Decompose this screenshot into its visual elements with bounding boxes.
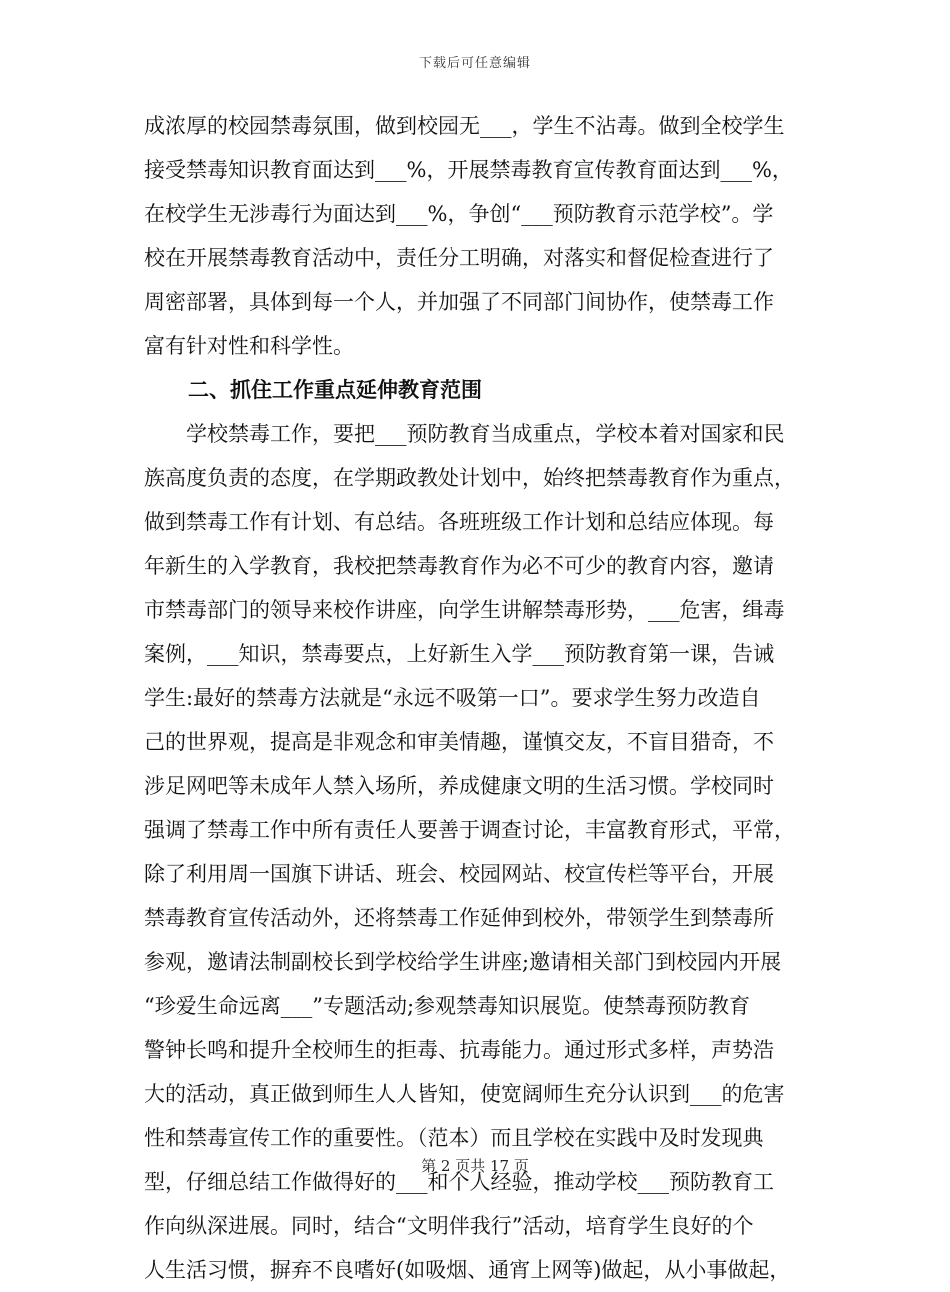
body-line: 周密部署，具体到每一个人，并加强了不同部门间协作，使禁毒工作 (144, 290, 774, 314)
body-line: 涉足网吧等未成年人禁入场所，养成健康文明的生活习惯。学校同时 (144, 774, 774, 798)
document-body (144, 104, 810, 1292)
body-line: 族高度负责的态度，在学期政教处计划中，始终把禁毒教育作为重点， (144, 466, 795, 490)
body-line: 成浓厚的校园禁毒氛围，做到校园无___，学生不沾毒。做到全校学生 (144, 114, 785, 138)
body-line: “珍爱生命远离___”专题活动;参观禁毒知识展览。使禁毒预防教育 (144, 994, 751, 1018)
page-footer: 第 2 页共 17 页 (421, 1157, 529, 1175)
body-line: 市禁毒部门的领导来校作讲座，向学生讲解禁毒形势，___危害，缉毒 (144, 598, 785, 622)
body-line: 案例，___知识，禁毒要点，上好新生入学___预防教育第一课，告诫 (144, 642, 774, 666)
body-line: 警钟长鸣和提升全校师生的拒毒、抗毒能力。通过形式多样，声势浩 (144, 1038, 774, 1062)
body-line: 接受禁毒知识教育面达到___%，开展禁毒教育宣传教育面达到___%， (144, 158, 793, 182)
page-header: 下载后可任意编辑 (418, 56, 531, 71)
body-line: 强调了禁毒工作中所有责任人要善于调查讨论，丰富教育形式，平常， (144, 818, 795, 842)
body-line: 做到禁毒工作有计划、有总结。各班班级工作计划和总结应体现。每 (144, 510, 774, 534)
body-line: 人生活习惯，摒弃不良嗜好(如吸烟、通宵上网等)做起，从小事做起， (144, 1258, 791, 1282)
body-line: 学生:最好的禁毒方法就是“永远不吸第一口”。要求学生努力改造自 (144, 686, 761, 710)
body-line: 参观，邀请法制副校长到学校给学生讲座;邀请相关部门到校园内开展 (144, 950, 782, 974)
body-line: 禁毒教育宣传活动外，还将禁毒工作延伸到校外，带领学生到禁毒所 (144, 906, 774, 930)
body-line: 己的世界观，提高是非观念和审美情趣，谨慎交友，不盲目猎奇，不 (144, 730, 774, 754)
body-line: 作向纵深进展。同时，结合“文明伴我行”活动，培育学生良好的个 (144, 1214, 754, 1238)
body-line: 大的活动，真正做到师生人人皆知，使宽阔师生充分认识到___的危害 (144, 1082, 785, 1106)
body-line: 校在开展禁毒教育活动中，责任分工明确，对落实和督促检查进行了 (144, 246, 774, 270)
body-line: 学校禁毒工作，要把___预防教育当成重点，学校本着对国家和民 (144, 422, 785, 446)
section-heading: 二、抓住工作重点延伸教育范围 (188, 377, 482, 402)
body-line: 年新生的入学教育，我校把禁毒教育作为必不可少的教育内容，邀请 (144, 554, 774, 578)
body-line: 在校学生无涉毒行为面达到___%，争创“___预防教育示范学校”。学 (144, 202, 774, 226)
body-line: 型，仔细总结工作做得好的___和个人经验，推动学校___预防教育工 (144, 1170, 774, 1194)
body-line: 性和禁毒宣传工作的重要性。（范本）而且学校在实践中及时发现典 (144, 1126, 764, 1150)
body-line: 富有针对性和科学性。 (144, 334, 354, 358)
body-line: 除了利用周一国旗下讲话、班会、校园网站、校宣传栏等平台，开展 (144, 862, 774, 886)
